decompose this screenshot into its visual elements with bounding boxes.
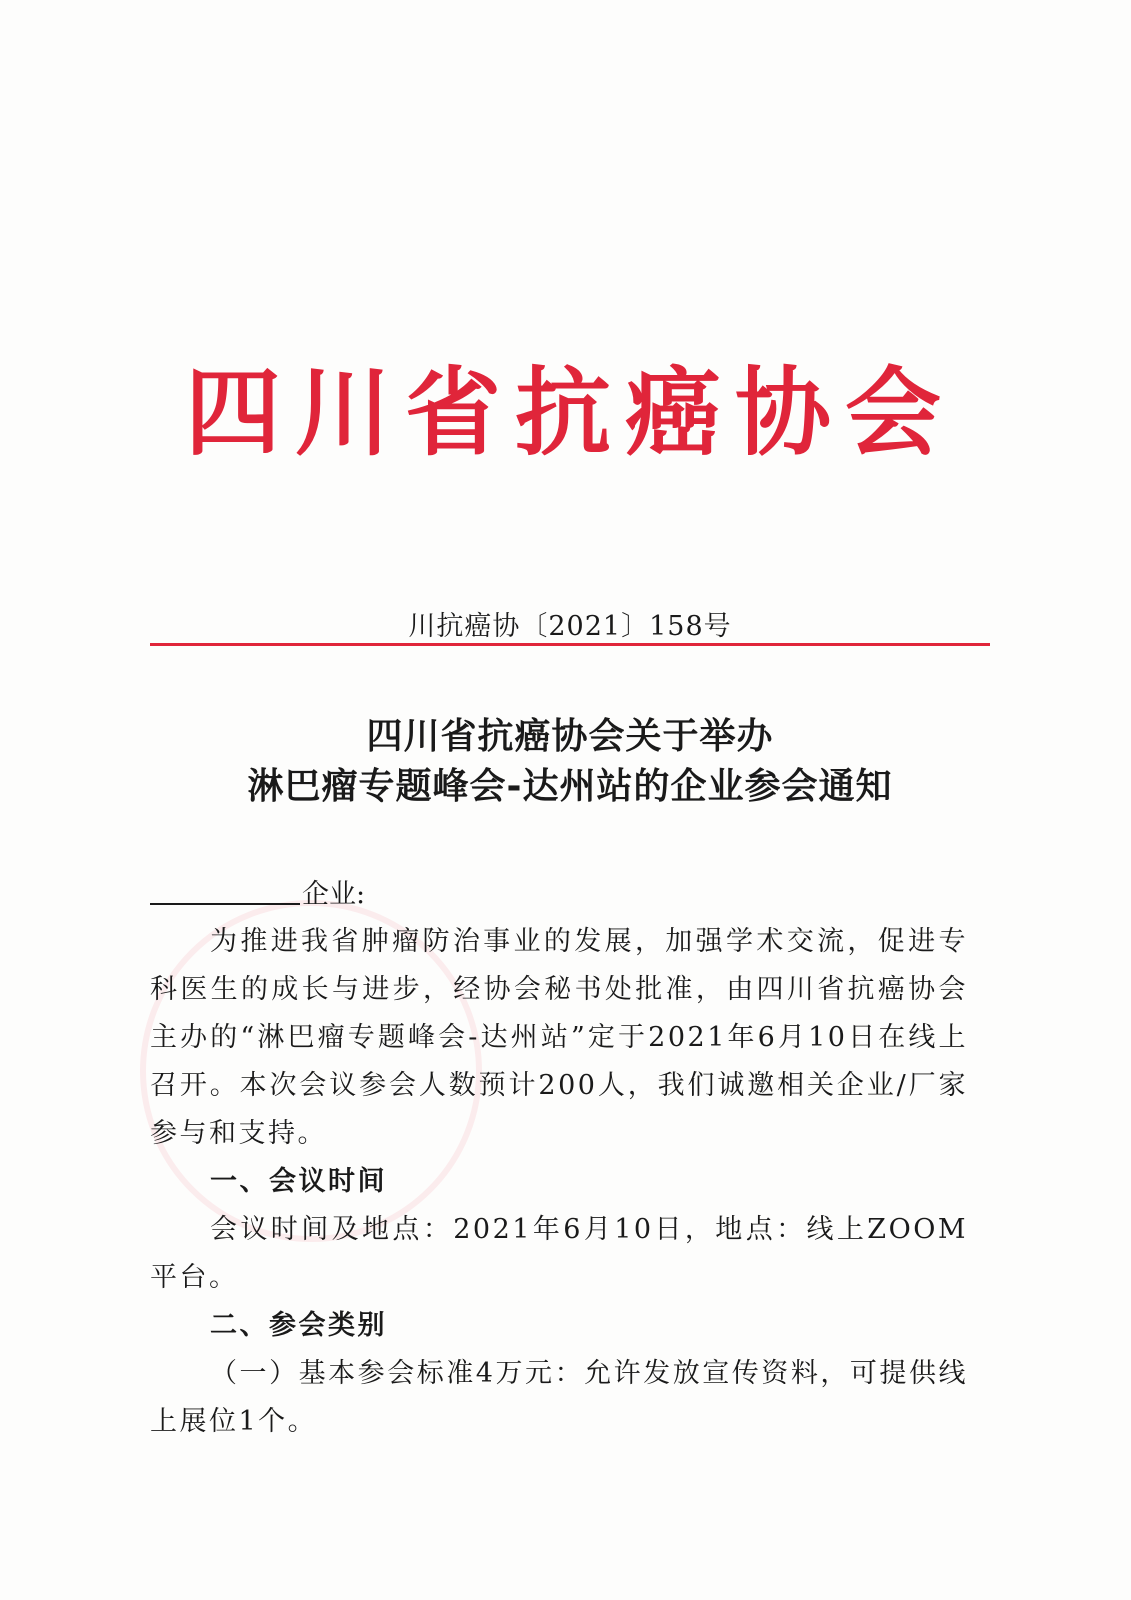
category-item-basic: （一）基本参会标准4万元：允许发放宣传资料，可提供线上展位1个。	[150, 1358, 968, 1437]
addressee	[150, 872, 365, 911]
notice-body	[150, 918, 968, 1446]
document-number: 川抗癌协〔2021〕158号	[408, 611, 732, 642]
section-heading-time: 一、会议时间	[210, 1166, 387, 1197]
addressee-label: 企业:	[302, 879, 366, 910]
intro-paragraph: 为推进我省肿瘤防治事业的发展，加强学术交流，促进专科医生的成长与进步，经协会秘书处批准，由四川省抗癌协会主办的“淋巴瘤专题峰会-达州站”定于2021年6月10日在线上召开。本次会议参会人数预计200人，我们诚邀相关企业/厂家参与和支持。	[150, 926, 968, 1149]
section-heading-category: 二、参会类别	[210, 1310, 387, 1341]
notice-title-line-1: 四川省抗癌协会关于举办	[366, 716, 774, 757]
section-time-text: 会议时间及地点：2021年6月10日，地点：线上ZOOM平台。	[150, 1214, 968, 1293]
organization-header: 四川省抗癌协会	[185, 357, 955, 469]
notice-title-line-2: 淋巴瘤专题峰会-达州站的企业参会通知	[247, 766, 893, 807]
red-divider-line	[150, 643, 990, 646]
addressee-blank	[150, 903, 300, 905]
notice-title	[150, 712, 990, 812]
